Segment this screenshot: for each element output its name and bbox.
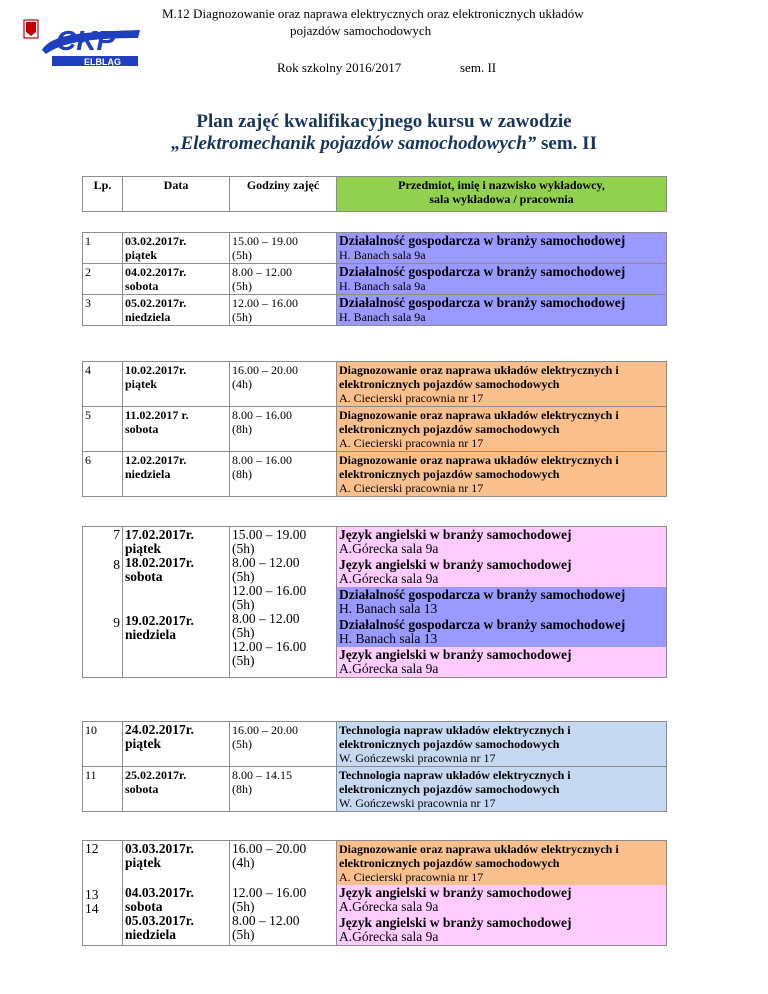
col-header-hours: Godziny zajęć [230,177,337,212]
row-subject: Działalność gospodarcza w branży samochodowej H. Banach sala 9a [337,295,667,326]
table-row [83,362,667,407]
row-num: 2 [83,264,123,295]
row-num: 5 [83,407,123,452]
row-date: 25.02.2017r. sobota [123,767,230,812]
row-subject: Diagnozowanie oraz naprawa układów elektrycznych i elektronicznych pojazdów samochodowych A. Ciecierski pracownia nr 17 [337,362,667,407]
row-date: 05.02.2017r. niedziela [123,295,230,326]
schedule-header-table [82,176,667,212]
row-subjects [337,841,667,946]
col-header-subject [337,177,667,212]
row-dates: 03.03.2017r. piątek 04.03.2017r. sobota 05.03.2017r. niedziela [123,841,230,946]
table-row [83,407,667,452]
row-date: 03.02.2017r. piątek [123,233,230,264]
schedule-block-1 [82,232,667,326]
ckp-elblag-logo [22,14,142,70]
row-date: 04.02.2017r. sobota [123,264,230,295]
row-subject: Diagnozowanie oraz naprawa układów elektrycznych i elektronicznych pojazdów samochodowych A. Ciecierski pracownia nr 17 [337,407,667,452]
col-header-date: Data [123,177,230,212]
row-num: 4 [83,362,123,407]
course-code-line-2: pojazdów samochodowych [290,23,432,38]
row-subject: Diagnozowanie oraz naprawa układów elektrycznych i elektronicznych pojazdów samochodowych A. Ciecierski pracownia nr 17 [337,452,667,497]
table-row [83,841,667,946]
schedule-block-2 [82,361,667,497]
schedule-block-3 [82,526,667,678]
row-subjects [337,527,667,678]
subject-english: Język angielski w branży samochodowej A.Górecka sala 9a [337,527,666,557]
row-hours: 16.00 – 20.00 (4h) 12.00 – 16.00 (5h) 8.00 – 12.00 (5h) [230,841,337,946]
subject-english: Język angielski w branży samochodowej A.Górecka sala 9a [337,557,666,587]
table-row [83,264,667,295]
table-row [83,767,667,812]
row-hours: 15.00 – 19.00 (5h) [230,233,337,264]
table-row [83,722,667,767]
school-year: Rok szkolny 2016/2017 [277,60,402,75]
row-num: 1 [83,233,123,264]
row-num: 11 [83,767,123,812]
row-dates: 17.02.2017r. piątek 18.02.2017r. sobota 19.02.2017r. niedziela [123,527,230,678]
row-hours: 8.00 – 16.00 (8h) [230,452,337,497]
subject-diagnostics: Diagnozowanie oraz naprawa układów elektrycznych i elektronicznych pojazdów samochodowych A. Ciecierski pracownia nr 17 [337,841,666,885]
row-subject: Technologia napraw układów elektrycznych i elektronicznych pojazdów samochodowych W. Gończewski pracownia nr 17 [337,722,667,767]
col-header-subject-line1: Przedmiot, imię i nazwisko wykładowcy, [398,178,605,192]
subject-english: Język angielski w branży samochodowej A.Górecka sala 9a [337,647,666,677]
svg-text:ELBLĄG: ELBLĄG [84,57,121,67]
page-title: Plan zajęć kwalifikacyjnego kursu w zawodzie [196,111,572,132]
row-hours: 8.00 – 16.00 (8h) [230,407,337,452]
subtitle-semester: sem. II [536,133,597,154]
row-nums: 7 8 9 [83,527,123,678]
table-row [83,527,667,678]
row-num: 10 [83,722,123,767]
course-code-line: M.12 Diagnozowanie oraz naprawa elektrycznych oraz elektronicznych układów [162,6,584,21]
table-row [83,295,667,326]
row-hours: 16.00 – 20.00 (5h) [230,722,337,767]
row-subject: Działalność gospodarcza w branży samochodowej H. Banach sala 9a [337,233,667,264]
subject-business: Działalność gospodarcza w branży samochodowej H. Banach sala 13 [337,617,666,647]
col-header-num: Lp. [83,177,123,212]
page-subtitle [0,133,768,155]
row-subject: Technologia napraw układów elektrycznych i elektronicznych pojazdów samochodowych W. Gończewski pracownia nr 17 [337,767,667,812]
row-hours: 16.00 – 20.00 (4h) [230,362,337,407]
subject-english: Język angielski w branży samochodowej A.Górecka sala 9a [337,885,666,915]
subject-business: Działalność gospodarcza w branży samochodowej H. Banach sala 13 [337,587,666,617]
row-num: 6 [83,452,123,497]
row-hours: 15.00 – 19.00 (5h) 8.00 – 12.00 (5h) 12.00 – 16.00 (5h) 8.00 – 12.00 (5h) 12.00 – 16.00 (5h) [230,527,337,678]
row-date: 24.02.2017r. piątek [123,722,230,767]
schedule-block-5 [82,840,667,946]
table-row [83,452,667,497]
table-row [83,233,667,264]
schedule-block-4 [82,721,667,812]
profession-name: „Elektromechanik pojazdów samochodowych” [171,133,537,154]
row-subject: Działalność gospodarcza w branży samochodowej H. Banach sala 9a [337,264,667,295]
row-hours: 12.00 – 16.00 (5h) [230,295,337,326]
page-header [0,0,768,90]
row-date: 11.02.2017 r. sobota [123,407,230,452]
row-date: 12.02.2017r. niedziela [123,452,230,497]
row-hours: 8.00 – 14.15 (8h) [230,767,337,812]
semester-label: sem. II [460,60,497,75]
svg-text:CKP: CKP [56,25,116,56]
row-num: 3 [83,295,123,326]
row-date: 10.02.2017r. piątek [123,362,230,407]
row-hours: 8.00 – 12.00 (5h) [230,264,337,295]
col-header-subject-line2: sala wykładowa / pracownia [429,192,574,206]
row-nums: 12 13 14 [83,841,123,946]
subject-english: Język angielski w branży samochodowej A.Górecka sala 9a [337,915,666,945]
